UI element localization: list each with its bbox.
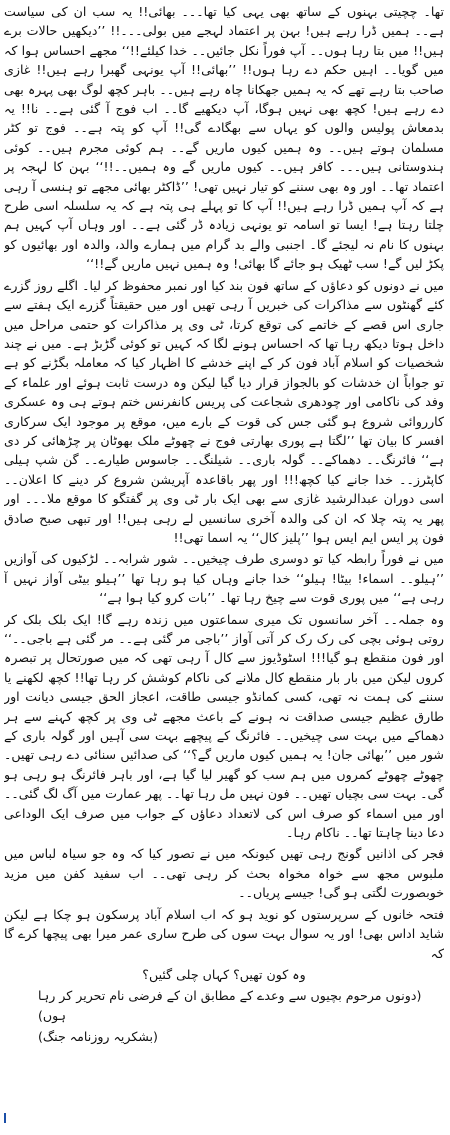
article-paragraph-6: فتحہ خانوں کے سرپرستوں کو نوید ہو کہ اب اسلام آباد پرسکون ہو چکا ہے لیکن شاید اداس بھی! اور یہ سوال بہت سوں کی طرح ساری عمر میرا بھی پیچھا کرے گا کہ: [4, 906, 444, 961]
article-paragraph-1: تھا۔ چچیتی بہنوں کے ساتھ بھی یہی کیا تھا۔۔۔ بھائی!! یہ سب ان کی سیاست ہے۔۔ ہمیں ڈرا رہے ہیں! بہن پر اعتماد لہجے میں بولی۔۔۔!! ’’دیکھیں حالات برے ہیں!! میں بتا رہا ہوں۔۔ آپ فوراً نکل جائیں۔۔ خدا کیلئے!!‘‘ مجھے احساس ہوا کہ میں گویا۔۔ اہیں حکم دے رہا ہوں!! ’’بھائی!! آپ یونہی گھبرا رہے ہیں!! غازی صاحب بتا رہے تھے کہ یہ ہمیں جھکانا چاہ رہے ہیں۔۔ باہر کچھ لوگ بھی پہرہ بھی دے رہے ہیں! کچھ بھی نہیں ہوگا، آپ دیکھیے گا۔۔ اب فوج آ گئی ہے۔۔ نا!! یہ بدمعاش پولیس والوں کو یہاں سے بھگادے گی!! آپ کو پتہ ہے۔۔ فوج تو کٹر مسلمان ہوتے ہیں۔۔ وہ ہمیں کیوں ماریں گے۔۔ ہم کوئی مجرم ہیں۔۔ کوئی ہندوستانی ہیں۔۔۔ کافر ہیں۔۔ کیوں ماریں گے وہ ہمیں۔۔!!‘‘ بہن کا لہجہ پر اعتماد تھا۔۔ اور وہ بھی سننے کو تیار نہیں تھی! ’’ڈاکٹر بھائی مجھے تو ہنسی آ رہی ہے کہ آپ ہمیں ڈرا رہے ہیں!! آپ کا تو پہلے ہی پتہ ہے کہ یہ سلسلہ اسی طرح چلتا رہتا ہے! ایسا تو اسامہ تو یونہی زیادہ ڈر گئی ہے۔۔ اور وہاں آپ کہیں ہم بہنوں کا نام نہ لیجئے گا۔ اجنبی والے بد گرام میں ہمارے والد، والدہ اور بھائیوں کو پکڑ لیں گے! سب ٹھیک ہو جائے گا بھائی! وہ ہمیں نہیں ماریں گے!!‘‘: [4, 4, 444, 272]
source-credit: (بشکریہ روزنامہ جنگ): [38, 1029, 158, 1045]
closing-question: وہ کون تھیں؟ کہاں چلی گئیں؟: [142, 966, 306, 982]
article-paragraph-3: میں نے فوراً رابطہ کیا تو دوسری طرف چیخیں۔۔ شور شرابہ۔۔ لڑکیوں کی آوازیں ’’ہیلو۔۔ اسماء! بیٹا! ہیلو‘‘ خدا جانے وہاں کیا ہو رہا تھا ’’ہیلو بیٹی آواز نہیں آ رہی ہے‘‘ میں پوری قوت سے چیخ رہا تھا۔ ’’بات کرو کیا ہوا ہے‘‘: [4, 551, 444, 606]
author-note: (دونوں مرحوم بچیوں سے وعدے کے مطابق ان کے فرضی نام تحریر کر رہا ہوں): [38, 988, 422, 1023]
article-paragraph-2: میں نے دونوں کو دعاؤں کے ساتھ فون بند کیا اور نمبر محفوظ کر لیا۔ اگلے روز گزرے کئے گھنٹوں سے مذاکرات کی خبریں آ رہی تھیں اور میں حقیقتاً گزرے ایک ہفتے سے جاری اس قصے کے خاتمے کی توقع کرتا، ٹی وی پر مذاکرات کو حتمی مراحل میں داخل ہوتا دیکھ رہا تھا کہ احساس ہونے لگا کہ کہیں تو کوئی گڑبڑ ہے۔ میں نے چند شخصیات کو اسلام آباد فون کر کے اپنے خدشے کا اظہار کیا کہ معاملہ بگڑنے کو ہے تو جواباً ان خدشات کو بالجواز قرار دیا گیا لیکن وہ درست ثابت ہوئے اور علماء کے وفد کی ناکامی اور چودھری شجاعت کی پریس کانفرنس ختم ہوتے ہی وہ عسکری کارروائی شروع ہو گئی جس کی قوت کے بارے میں، موقع پر موجود ایک سرکاری افسر کا بیان تھا ’’لگتا ہے پوری بھارتی فوج نے چھوٹے ملک بھوٹان پر چڑھائی کر دی ہے‘‘ فائرنگ۔۔ دھماکے۔۔ گولہ باری۔۔ شیلنگ۔۔ جاسوس طیارے۔۔ گن شپ ہیلی کاپٹرز۔۔ خدا جانے کیا کچھ!!! اور پھر باقاعدہ آپریشن شروع کر دینے کا اعلان۔۔ اسی دوران عبدالرشید غازی سے بھی ایک بار ٹی وی پر گفتگو کا موقع ملا۔۔۔ اور پھر یہ پتہ چلا کہ ان کی والدہ آخری سانسیں لے رہی ہیں!! اور تبھی صبح صادق فون پر ایس ایم ایس ہوا ’’پلیز کال‘‘ یہ اسما تھی!!: [4, 277, 444, 545]
article-paragraph-5: فجر کی اذانیں گونج رہی تھیں کیونکہ میں نے تصور کیا کہ وہ جو سیاہ لباس میں ملبوس مجھ سے خواہ مخواہ بحث کر رہی تھی۔۔ اب سفید کفن میں مزید خوبصورت لگتی ہو گی! جیسے پریاں۔۔: [4, 846, 444, 901]
article-paragraph-4: وہ جملہ۔۔ آخر سانسوں تک میری سماعتوں میں زندہ رہے گا! ایک بلک بلک کر روتی ہوئی بچی کی رک رک کر آتی آواز ’’باجی مر گئی ہے۔۔ مر گئی ہے باجی۔۔‘‘ اور فون منقطع ہو گیا!!! اسٹوڈیوز سے کال آ رہی تھی کہ میں صورتحال پر تبصرہ کروں لیکن میں بار بار منقطع کال ملانے کی ناکام کوشش کر رہا تھا!! کچھ لکھنے یا سننے کی ہمت نہ تھی، کسی کمانڈو جیسی طاقت، اعجاز الحق جیسی دیانت اور طارق عظیم جیسی صداقت نہ ہونے کے باعث مجھے ٹی وی پر کچھ کہنے سے ہر دھماکے میں بہت سی چیخیں۔۔ فائرنگ کے پیچھے بہت سی آہیں اور گولہ باری کے شور میں ’’بھائی جان! یہ ہمیں کیوں ماریں گے؟‘‘ کی صدائیں سنائی دے رہی تھیں۔ چھوٹے چھوٹے کمروں میں ہم سب کو گھیر لیا گیا ہے، اور باہر فائرنگ ہو رہی ہو گی۔ بہت سی بچیاں تھیں۔۔ فون نہیں مل رہا تھا۔۔ پھر عمارت میں آگ لگ گئی۔۔ اور میں اسماء کو صرف اس کی لاتعداد دعاؤں کے جواب میں صرف ایک الوداعی دعا دینا چاہتا تھا۔۔ ناکام رہا۔: [4, 611, 444, 841]
margin-mark: [4, 1113, 6, 1123]
article-page: [4, 2, 444, 1132]
